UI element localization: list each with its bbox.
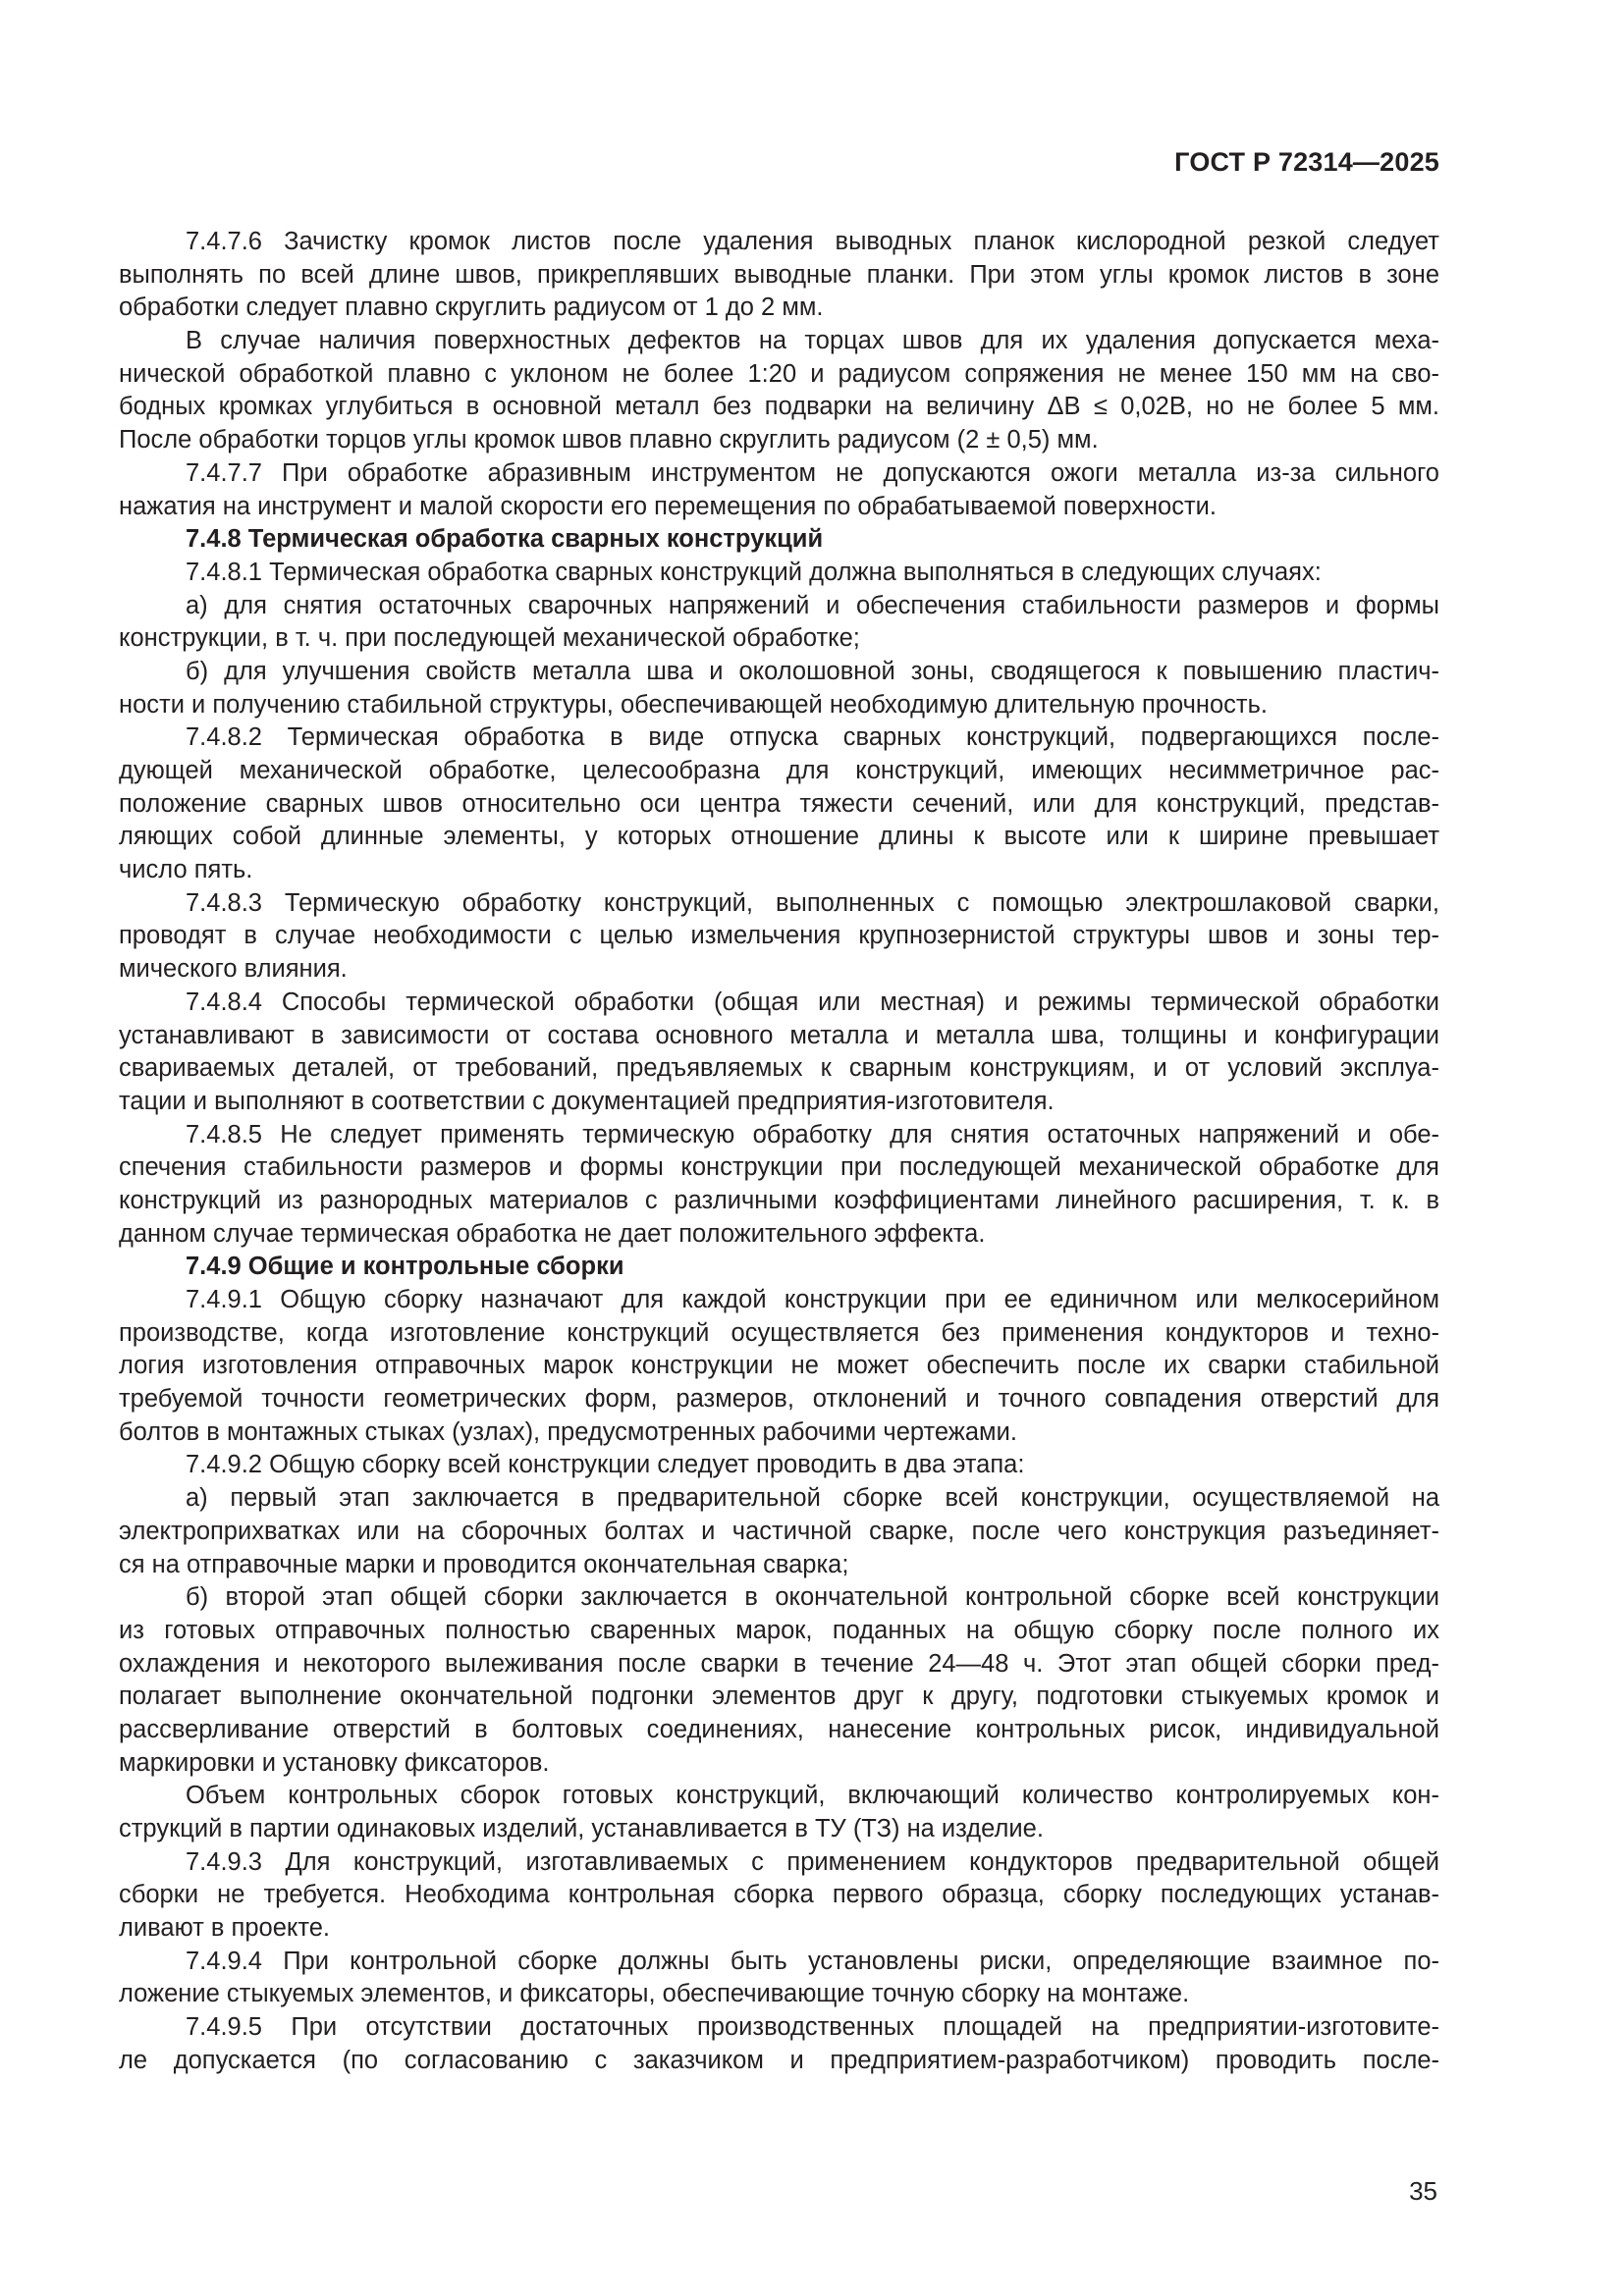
text-line: число пять. <box>119 856 253 884</box>
text-line: мического влияния. <box>119 955 348 984</box>
text-line: тации и выполняют в соответствии с документацией предприятия-изготовителя. <box>119 1087 1055 1115</box>
text-line: требуемой точности геометрических форм, размеров, отклонений и точного совпадения отверстий для <box>119 1385 1439 1414</box>
text-line: свариваемых деталей, от требований, предъявляемых к сварным конструкциям, и от условий эксплуа- <box>119 1054 1439 1083</box>
text-line: из готовых отправочных полностью сваренных марок, поданных на общую сборку после полного их <box>119 1616 1439 1644</box>
text-line: 7.4.8.3 Термическую обработку конструкций, выполненных с помощью электрошлаковой сварки, <box>186 888 1439 917</box>
text-line: 7.4.9.1 Общую сборку назначают для каждой конструкции при ее единичном или мелкосерийном <box>186 1286 1439 1313</box>
section-heading-line: 7.4.8 Термическая обработка сварных конструкций <box>186 525 824 554</box>
document-body <box>119 226 1439 2078</box>
text-line: обработки следует плавно скруглить радиусом от 1 до 2 мм. <box>119 294 824 322</box>
text-line: маркировки и установку фиксаторов. <box>119 1748 550 1777</box>
text-line: ложение стыкуемых элементов, и фиксаторы, обеспечивающие точную сборку на монтаже. <box>119 1980 1190 2008</box>
text-line: ляющих собой длинные элементы, у которых отношение длины к высоте или к ширине превышает <box>119 823 1439 851</box>
text-line: ливают в проекте. <box>119 1914 330 1943</box>
text-line: положение сварных швов относительно оси центра тяжести сечений, или для конструкций, представ- <box>119 789 1439 818</box>
section-heading-line: 7.4.9 Общие и контрольные сборки <box>186 1253 624 1281</box>
document-header-id: ГОСТ Р 72314—2025 <box>1174 147 1439 177</box>
text-line: б) для улучшения свойств металла шва и околошовной зоны, сводящегося к повышению пластич- <box>186 657 1439 685</box>
text-line: сборки не требуется. Необходима контрольная сборка первого образца, сборку последующих устанав- <box>119 1881 1439 1909</box>
text-line: устанавливают в зависимости от состава основного металла и металла шва, толщины и конфигурации <box>119 1021 1439 1049</box>
text-line: ся на отправочные марки и проводится окончательная сварка; <box>119 1550 849 1578</box>
text-line: 7.4.8.4 Способы термической обработки (общая или местная) и режимы термической обработки <box>186 988 1439 1016</box>
text-line: проводят в случае необходимости с целью измельчения крупнозернистой структуры швов и зоны тер- <box>119 922 1439 950</box>
text-line: 7.4.7.7 При обработке абразивным инструментом не допускаются ожоги металла из-за сильного <box>186 458 1439 487</box>
text-line: полагает выполнение окончательной подгонки элементов друг к другу, подготовки стыкуемых кромок и <box>119 1682 1439 1711</box>
text-line: ле допускается (по согласованию с заказчиком и предприятием-разработчиком) проводить после- <box>119 2046 1439 2074</box>
text-line: логия изготовления отправочных марок конструкции не может обеспечить после их сварки стабильной <box>119 1352 1439 1380</box>
text-line: производстве, когда изготовление конструкций осуществляется без применения кондукторов и техно- <box>119 1318 1439 1347</box>
text-line: 7.4.8.2 Термическая обработка в виде отпуска сварных конструкций, подвергающихся после- <box>186 723 1439 752</box>
text-line: а) для снятия остаточных сварочных напряжений и обеспечения стабильности размеров и формы <box>186 591 1439 619</box>
text-line: выполнять по всей длине швов, прикреплявших выводные планки. При этом углы кромок листов в зоне <box>119 260 1439 289</box>
text-line: бодных кромках углубиться в основной металл без подварки на величину ΔB ≤ 0,02B, но не более 5 мм. <box>119 393 1439 421</box>
text-line: б) второй этап общей сборки заключается в окончательной контрольной сборке всей конструкции <box>186 1583 1439 1612</box>
text-line: спечения стабильности размеров и формы конструкции при последующей механической обработке для <box>119 1153 1439 1182</box>
text-line: 7.4.9.2 Общую сборку всей конструкции следует проводить в два этапа: <box>186 1451 1025 1479</box>
text-line: болтов в монтажных стыках (узлах), предусмотренных рабочими чертежами. <box>119 1417 1017 1446</box>
text-line: После обработки торцов углы кромок швов плавно скруглить радиусом (2 ± 0,5) мм. <box>119 426 1099 454</box>
text-line: ности и получению стабильной структуры, обеспечивающей необходимую длительную прочность. <box>119 690 1268 719</box>
text-line: охлаждения и некоторого вылеживания после сварки в течение 24—48 ч. Этот этап общей сборки пред- <box>119 1649 1439 1678</box>
text-line: нажатия на инструмент и малой скорости его перемещения по обрабатываемой поверхности. <box>119 492 1217 520</box>
text-line: 7.4.9.3 Для конструкций, изготавливаемых с применением кондукторов предварительной общей <box>186 1847 1439 1876</box>
text-line: конструкций из разнородных материалов с различными коэффициентами линейного расширения, т. к. в <box>119 1186 1439 1214</box>
page-number: 35 <box>1409 2176 1437 2206</box>
text-line: конструкции, в т. ч. при последующей механической обработке; <box>119 624 860 653</box>
text-line: данном случае термическая обработка не дает положительного эффекта. <box>119 1219 986 1248</box>
text-line: 7.4.8.5 Не следует применять термическую обработку для снятия остаточных напряжений и обе- <box>186 1120 1439 1148</box>
text-line: 7.4.8.1 Термическая обработка сварных конструкций должна выполняться в следующих случаях: <box>186 558 1322 586</box>
text-line: 7.4.9.5 При отсутствии достаточных производственных площадей на предприятии-изготовите- <box>186 2013 1439 2042</box>
text-line: а) первый этап заключается в предварительной сборке всей конструкции, осуществляемой на <box>186 1484 1439 1513</box>
text-line: В случае наличия поверхностных дефектов на торцах швов для их удаления допускается меха- <box>186 327 1439 355</box>
text-line: дующей механической обработке, целесообразна для конструкций, имеющих несимметричное рас- <box>119 757 1439 784</box>
text-line: электроприхватках или на сборочных болтах и частичной сварке, после чего конструкция разъединяет- <box>119 1517 1439 1545</box>
text-line: 7.4.9.4 При контрольной сборке должны быть установлены риски, определяющие взаимное по- <box>186 1947 1439 1975</box>
text-line: 7.4.7.6 Зачистку кромок листов после удаления выводных планок кислородной резкой следует <box>186 228 1439 255</box>
text-line: струкций в партии одинаковых изделий, устанавливается в ТУ (ТЗ) на изделие. <box>119 1815 1044 1842</box>
text-line: Объем контрольных сборок готовых конструкций, включающий количество контролируемых кон- <box>186 1782 1439 1810</box>
text-line: рассверливание отверстий в болтовых соединениях, нанесение контрольных рисок, индивидуальной <box>119 1715 1439 1743</box>
text-line: нической обработкой плавно с уклоном не более 1:20 и радиусом сопряжения не менее 150 мм на сво- <box>119 359 1439 388</box>
